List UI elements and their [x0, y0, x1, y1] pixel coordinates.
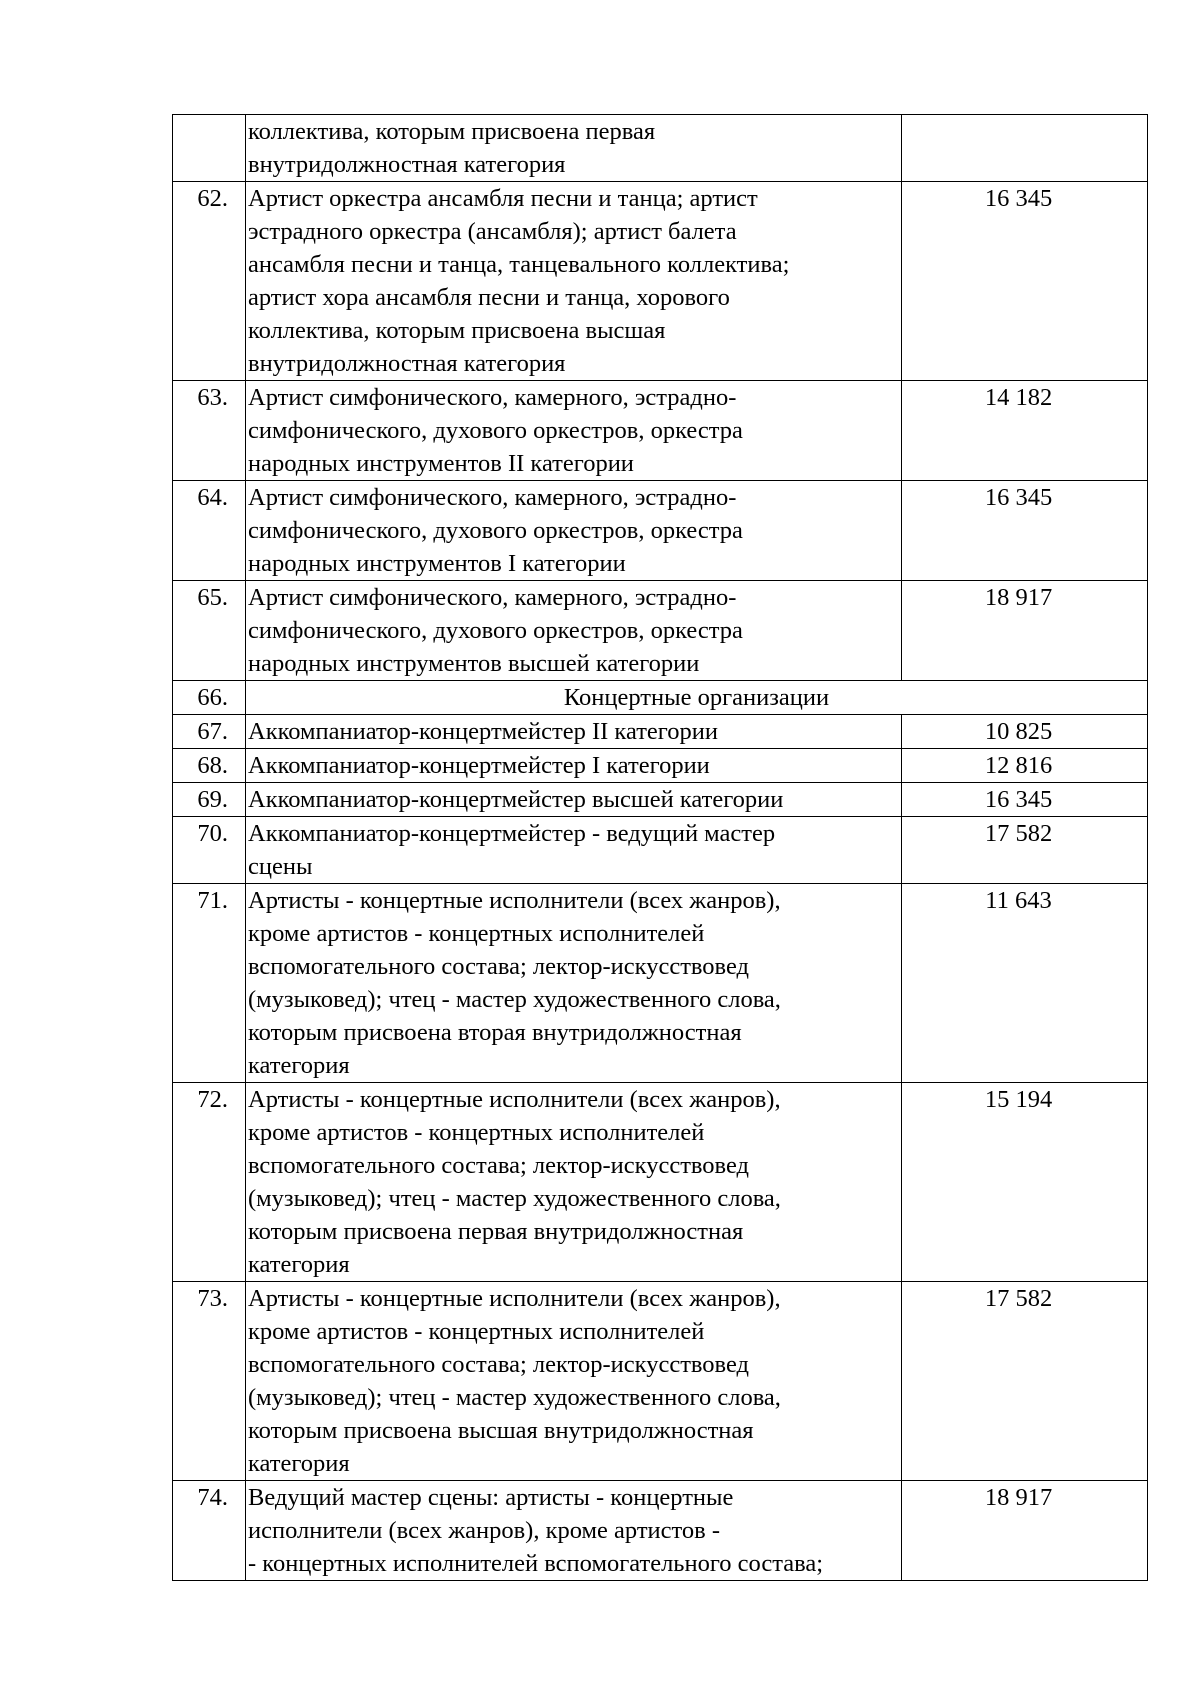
salary-amount: 12 816: [902, 749, 1148, 783]
salary-amount: 15 194: [902, 1083, 1148, 1282]
position-description: Аккомпаниатор-концертмейстер - ведущий мастер сцены: [246, 817, 902, 884]
position-description: Аккомпаниатор-концертмейстер высшей категории: [246, 783, 902, 817]
salary-amount: 16 345: [902, 481, 1148, 581]
salary-amount: 18 917: [902, 1481, 1148, 1581]
salary-amount: 17 582: [902, 1282, 1148, 1481]
table-row: [173, 749, 1148, 783]
salary-amount: 10 825: [902, 715, 1148, 749]
row-number: 73.: [173, 1282, 246, 1481]
row-number: 65.: [173, 581, 246, 681]
table-row: [173, 1083, 1148, 1282]
salary-amount: 11 643: [902, 884, 1148, 1083]
table-row: [173, 481, 1148, 581]
table-row: [173, 783, 1148, 817]
position-description: Артисты - концертные исполнители (всех жанров), кроме артистов - концертных исполнителей вспомогательного состава; лектор-искусствовед (музыковед); чтец - мастер художественного слова, которым присвоена первая внутридолжностная категория: [246, 1083, 902, 1282]
salary-amount: [902, 115, 1148, 182]
row-number: 63.: [173, 381, 246, 481]
position-description: Артист оркестра ансамбля песни и танца; артист эстрадного оркестра (ансамбля); артист балета ансамбля песни и танца, танцевального коллектива; артист хора ансамбля песни и танца, хорового коллектива, которым присвоена высшая внутридолжностная категория: [246, 182, 902, 381]
position-description: Артист симфонического, камерного, эстрадно- симфонического, духового оркестров, оркестра народных инструментов I категории: [246, 481, 902, 581]
position-description: Артисты - концертные исполнители (всех жанров), кроме артистов - концертных исполнителей вспомогательного состава; лектор-искусствовед (музыковед); чтец - мастер художественного слова, которым присвоена высшая внутридолжностная категория: [246, 1282, 902, 1481]
section-row: [173, 681, 1148, 715]
row-number: 66.: [173, 681, 246, 715]
table-row: [173, 817, 1148, 884]
row-number: [173, 115, 246, 182]
position-description: Аккомпаниатор-концертмейстер II категории: [246, 715, 902, 749]
salary-amount: 16 345: [902, 783, 1148, 817]
table-row: [173, 115, 1148, 182]
table-row: [173, 1481, 1148, 1581]
position-description: Артист симфонического, камерного, эстрадно- симфонического, духового оркестров, оркестра народных инструментов высшей категории: [246, 581, 902, 681]
salary-table-body: [173, 115, 1148, 1581]
section-heading: Концертные организации: [246, 681, 1148, 715]
table-row: [173, 884, 1148, 1083]
salary-amount: 18 917: [902, 581, 1148, 681]
salary-amount: 17 582: [902, 817, 1148, 884]
row-number: 74.: [173, 1481, 246, 1581]
table-row: [173, 581, 1148, 681]
table-row: [173, 1282, 1148, 1481]
row-number: 67.: [173, 715, 246, 749]
table-row: [173, 381, 1148, 481]
position-description: Артисты - концертные исполнители (всех жанров), кроме артистов - концертных исполнителей вспомогательного состава; лектор-искусствовед (музыковед); чтец - мастер художественного слова, которым присвоена вторая внутридолжностная категория: [246, 884, 902, 1083]
position-description: коллектива, которым присвоена первая внутридолжностная категория: [246, 115, 902, 182]
position-description: Ведущий мастер сцены: артисты - концертные исполнители (всех жанров), кроме артистов - - концертных исполнителей вспомогательного состава;: [246, 1481, 902, 1581]
row-number: 68.: [173, 749, 246, 783]
row-number: 64.: [173, 481, 246, 581]
position-description: Аккомпаниатор-концертмейстер I категории: [246, 749, 902, 783]
salary-table: [172, 114, 1148, 1581]
table-row: [173, 715, 1148, 749]
position-description: Артист симфонического, камерного, эстрадно- симфонического, духового оркестров, оркестра народных инструментов II категории: [246, 381, 902, 481]
row-number: 69.: [173, 783, 246, 817]
table-row: [173, 182, 1148, 381]
row-number: 62.: [173, 182, 246, 381]
row-number: 72.: [173, 1083, 246, 1282]
row-number: 71.: [173, 884, 246, 1083]
salary-amount: 16 345: [902, 182, 1148, 381]
row-number: 70.: [173, 817, 246, 884]
salary-amount: 14 182: [902, 381, 1148, 481]
